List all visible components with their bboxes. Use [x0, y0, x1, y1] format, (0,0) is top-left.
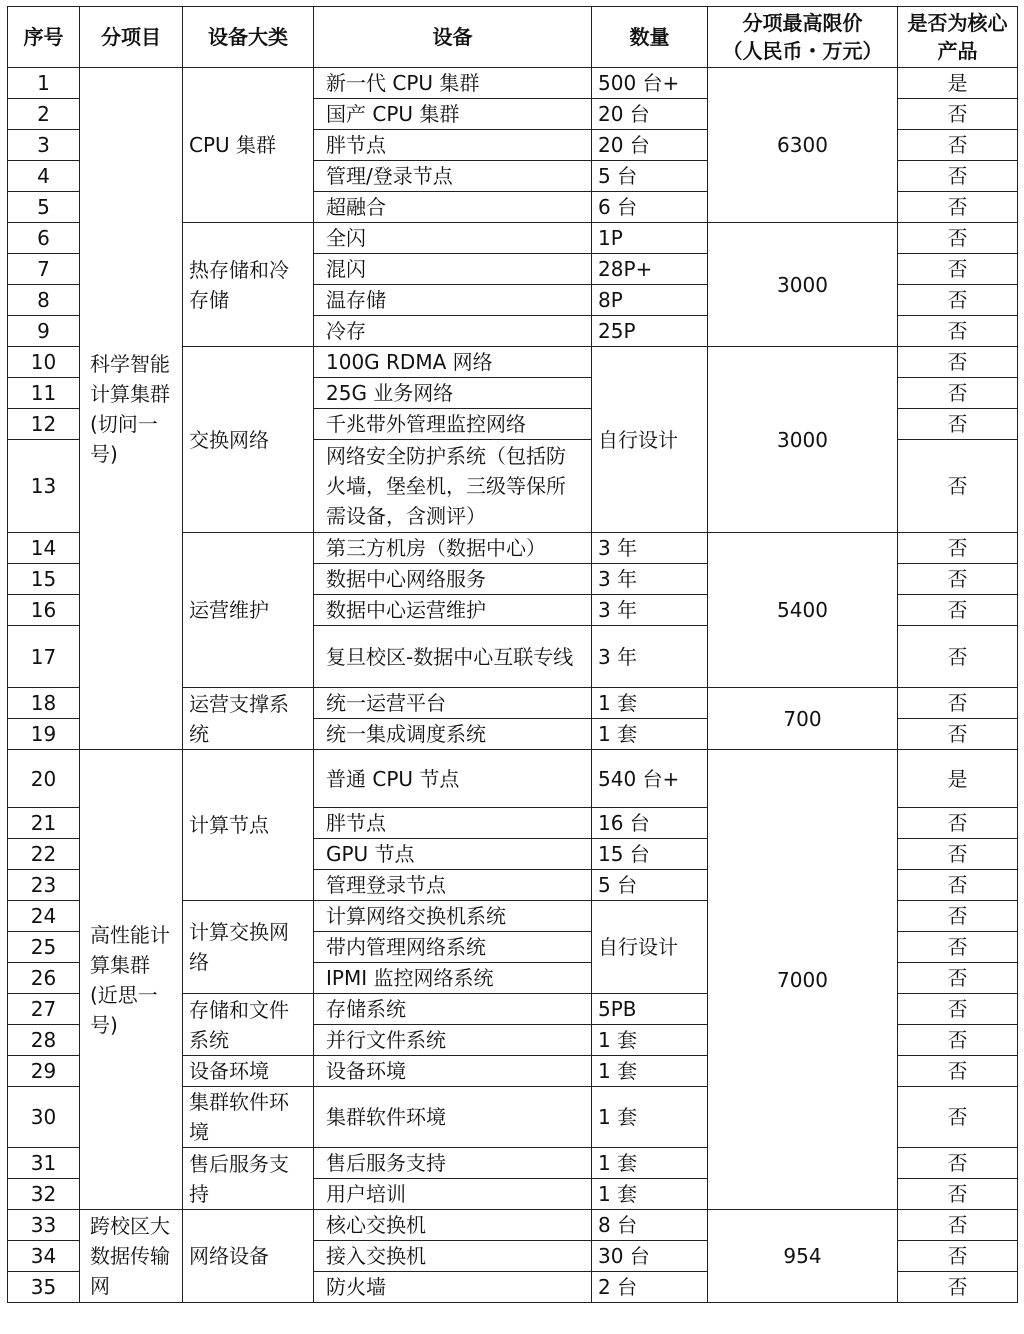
- price-cell: 954: [708, 1210, 898, 1303]
- device-cell: 统一运营平台: [314, 688, 592, 719]
- qty-cell: 1 套: [592, 719, 708, 750]
- core-cell: 否: [898, 1087, 1018, 1148]
- price-cell: 3000: [708, 223, 898, 347]
- core-cell: 否: [898, 932, 1018, 963]
- device-cell: 千兆带外管理监控网络: [314, 409, 592, 440]
- row-no: 10: [8, 347, 80, 378]
- qty-cell: 15 台: [592, 839, 708, 870]
- qty-cell: 自行设计: [592, 901, 708, 994]
- core-cell: 否: [898, 1148, 1018, 1179]
- qty-cell: 16 台: [592, 808, 708, 839]
- row-no: 25: [8, 932, 80, 963]
- row-no: 13: [8, 440, 80, 533]
- qty-cell: 自行设计: [592, 347, 708, 533]
- device-cell: 用户培训: [314, 1179, 592, 1210]
- row-no: 23: [8, 870, 80, 901]
- row-no: 32: [8, 1179, 80, 1210]
- device-cell: 接入交换机: [314, 1241, 592, 1272]
- core-cell: 否: [898, 564, 1018, 595]
- device-cell: 核心交换机: [314, 1210, 592, 1241]
- device-cell: 25G 业务网络: [314, 378, 592, 409]
- row-no: 4: [8, 161, 80, 192]
- core-cell: 否: [898, 595, 1018, 626]
- qty-cell: 1P: [592, 223, 708, 254]
- device-cell: 并行文件系统: [314, 1025, 592, 1056]
- row-no: 9: [8, 316, 80, 347]
- row-no: 28: [8, 1025, 80, 1056]
- procurement-table: [7, 6, 1018, 1303]
- row-no: 22: [8, 839, 80, 870]
- row-no: 31: [8, 1148, 80, 1179]
- device-cell: 胖节点: [314, 130, 592, 161]
- price-cell: 7000: [708, 750, 898, 1210]
- core-cell: 否: [898, 963, 1018, 994]
- qty-cell: 8P: [592, 285, 708, 316]
- table-row: [8, 1210, 1018, 1241]
- device-cell: 网络安全防护系统（包括防火墙，堡垒机，三级等保所需设备，含测评）: [314, 440, 592, 533]
- row-no: 7: [8, 254, 80, 285]
- device-cell: 第三方机房（数据中心）: [314, 533, 592, 564]
- device-cell: 防火墙: [314, 1272, 592, 1303]
- price-cell: 3000: [708, 347, 898, 533]
- category-cell: 计算交换网络: [183, 901, 314, 994]
- qty-cell: 1 套: [592, 1025, 708, 1056]
- row-no: 18: [8, 688, 80, 719]
- category-cell: 网络设备: [183, 1210, 314, 1303]
- core-cell: 否: [898, 440, 1018, 533]
- core-cell: 否: [898, 808, 1018, 839]
- row-no: 29: [8, 1056, 80, 1087]
- qty-cell: 5 台: [592, 161, 708, 192]
- qty-cell: 540 台+: [592, 750, 708, 808]
- row-no: 20: [8, 750, 80, 808]
- header-category: 设备大类: [183, 7, 314, 68]
- device-cell: 胖节点: [314, 808, 592, 839]
- device-cell: IPMI 监控网络系统: [314, 963, 592, 994]
- qty-cell: 1 套: [592, 1148, 708, 1179]
- device-cell: 新一代 CPU 集群: [314, 68, 592, 99]
- category-cell: 售后服务支持: [183, 1148, 314, 1210]
- core-cell: 否: [898, 130, 1018, 161]
- row-no: 6: [8, 223, 80, 254]
- core-cell: 否: [898, 378, 1018, 409]
- device-cell: 数据中心网络服务: [314, 564, 592, 595]
- table-row: [8, 750, 1018, 808]
- device-cell: 设备环境: [314, 1056, 592, 1087]
- row-no: 15: [8, 564, 80, 595]
- row-no: 33: [8, 1210, 80, 1241]
- core-cell: 否: [898, 316, 1018, 347]
- sub-project-cell: 科学智能计算集群(切问一号): [80, 68, 183, 750]
- core-cell: 否: [898, 161, 1018, 192]
- category-cell: 热存储和冷存储: [183, 223, 314, 347]
- header-no: 序号: [8, 7, 80, 68]
- qty-cell: 3 年: [592, 626, 708, 688]
- core-cell: 否: [898, 1025, 1018, 1056]
- sub-project-cell: 高性能计算集群(近思一号): [80, 750, 183, 1210]
- category-cell: 交换网络: [183, 347, 314, 533]
- row-no: 3: [8, 130, 80, 161]
- core-cell: 否: [898, 1179, 1018, 1210]
- row-no: 34: [8, 1241, 80, 1272]
- core-cell: 否: [898, 626, 1018, 688]
- row-no: 8: [8, 285, 80, 316]
- device-cell: 全闪: [314, 223, 592, 254]
- core-cell: 否: [898, 719, 1018, 750]
- device-cell: 温存储: [314, 285, 592, 316]
- qty-cell: 30 台: [592, 1241, 708, 1272]
- device-cell: 带内管理网络系统: [314, 932, 592, 963]
- row-no: 16: [8, 595, 80, 626]
- core-cell: 否: [898, 409, 1018, 440]
- core-cell: 否: [898, 1241, 1018, 1272]
- core-cell: 否: [898, 254, 1018, 285]
- device-cell: 国产 CPU 集群: [314, 99, 592, 130]
- core-cell: 否: [898, 994, 1018, 1025]
- category-cell: 集群软件环境: [183, 1087, 314, 1148]
- header-row: [8, 7, 1018, 68]
- row-no: 1: [8, 68, 80, 99]
- category-cell: CPU 集群: [183, 68, 314, 223]
- core-cell: 否: [898, 99, 1018, 130]
- price-cell: 6300: [708, 68, 898, 223]
- qty-cell: 1 套: [592, 1179, 708, 1210]
- core-cell: 否: [898, 1210, 1018, 1241]
- device-cell: 统一集成调度系统: [314, 719, 592, 750]
- core-cell: 否: [898, 688, 1018, 719]
- device-cell: 冷存: [314, 316, 592, 347]
- category-cell: 运营维护: [183, 533, 314, 688]
- device-cell: 100G RDMA 网络: [314, 347, 592, 378]
- row-no: 12: [8, 409, 80, 440]
- device-cell: 混闪: [314, 254, 592, 285]
- row-no: 30: [8, 1087, 80, 1148]
- device-cell: 管理登录节点: [314, 870, 592, 901]
- row-no: 26: [8, 963, 80, 994]
- core-cell: 否: [898, 533, 1018, 564]
- core-cell: 是: [898, 68, 1018, 99]
- row-no: 19: [8, 719, 80, 750]
- category-cell: 运营支撑系统: [183, 688, 314, 750]
- price-cell: 5400: [708, 533, 898, 688]
- device-cell: 数据中心运营维护: [314, 595, 592, 626]
- category-cell: 设备环境: [183, 1056, 314, 1087]
- device-cell: 复旦校区-数据中心互联专线: [314, 626, 592, 688]
- qty-cell: 5PB: [592, 994, 708, 1025]
- qty-cell: 20 台: [592, 130, 708, 161]
- price-cell: 700: [708, 688, 898, 750]
- row-no: 5: [8, 192, 80, 223]
- device-cell: 存储系统: [314, 994, 592, 1025]
- row-no: 17: [8, 626, 80, 688]
- row-no: 35: [8, 1272, 80, 1303]
- qty-cell: 1 套: [592, 1087, 708, 1148]
- header-sub-project: 分项目: [80, 7, 183, 68]
- device-cell: 售后服务支持: [314, 1148, 592, 1179]
- sub-project-cell: 跨校区大数据传输网: [80, 1210, 183, 1303]
- core-cell: 否: [898, 347, 1018, 378]
- core-cell: 否: [898, 1272, 1018, 1303]
- qty-cell: 2 台: [592, 1272, 708, 1303]
- category-cell: 计算节点: [183, 750, 314, 901]
- qty-cell: 6 台: [592, 192, 708, 223]
- qty-cell: 5 台: [592, 870, 708, 901]
- core-cell: 否: [898, 285, 1018, 316]
- qty-cell: 8 台: [592, 1210, 708, 1241]
- table-row: [8, 68, 1018, 99]
- core-cell: 否: [898, 870, 1018, 901]
- qty-cell: 25P: [592, 316, 708, 347]
- core-cell: 是: [898, 750, 1018, 808]
- row-no: 2: [8, 99, 80, 130]
- qty-cell: 500 台+: [592, 68, 708, 99]
- qty-cell: 20 台: [592, 99, 708, 130]
- core-cell: 否: [898, 839, 1018, 870]
- device-cell: 集群软件环境: [314, 1087, 592, 1148]
- qty-cell: 28P+: [592, 254, 708, 285]
- header-device: 设备: [314, 7, 592, 68]
- header-qty: 数量: [592, 7, 708, 68]
- device-cell: GPU 节点: [314, 839, 592, 870]
- qty-cell: 1 套: [592, 1056, 708, 1087]
- category-cell: 存储和文件系统: [183, 994, 314, 1056]
- qty-cell: 3 年: [592, 595, 708, 626]
- core-cell: 否: [898, 1056, 1018, 1087]
- row-no: 14: [8, 533, 80, 564]
- row-no: 24: [8, 901, 80, 932]
- row-no: 27: [8, 994, 80, 1025]
- header-core: 是否为核心产品: [898, 7, 1018, 68]
- qty-cell: 3 年: [592, 533, 708, 564]
- device-cell: 超融合: [314, 192, 592, 223]
- qty-cell: 1 套: [592, 688, 708, 719]
- row-no: 21: [8, 808, 80, 839]
- core-cell: 否: [898, 901, 1018, 932]
- qty-cell: 3 年: [592, 564, 708, 595]
- core-cell: 否: [898, 192, 1018, 223]
- core-cell: 否: [898, 223, 1018, 254]
- row-no: 11: [8, 378, 80, 409]
- device-cell: 计算网络交换机系统: [314, 901, 592, 932]
- device-cell: 管理/登录节点: [314, 161, 592, 192]
- device-cell: 普通 CPU 节点: [314, 750, 592, 808]
- header-price: 分项最高限价 （人民币・万元）: [708, 7, 898, 68]
